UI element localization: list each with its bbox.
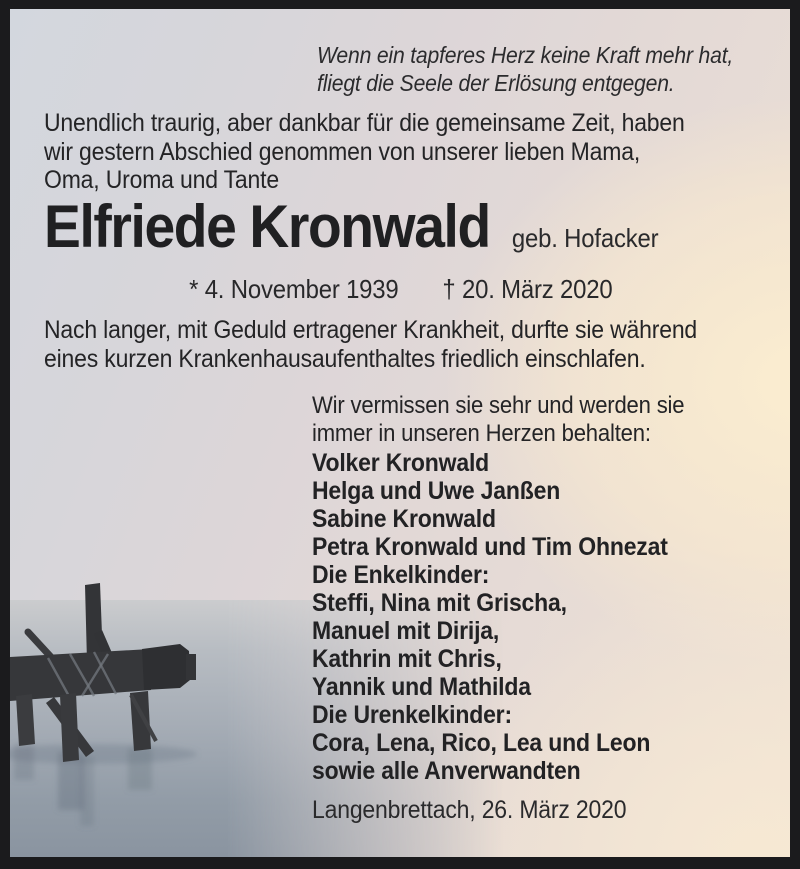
mourner-line: Die Urenkelkinder:	[312, 701, 512, 729]
mourners-list	[312, 449, 668, 785]
illness-line: eines kurzen Krankenhausaufenthaltes friedlich einschlafen.	[44, 345, 646, 373]
farewell-line: Wir vermissen sie sehr und werden sie	[312, 392, 685, 419]
jetty-structure	[10, 583, 196, 762]
epigraph-line: Wenn ein tapferes Herz keine Kraft mehr hat,	[317, 42, 734, 68]
mourner-line: Steffi, Nina mit Grischa,	[312, 589, 567, 617]
farewell-text	[312, 392, 684, 447]
mourner-line: Die Enkelkinder:	[312, 561, 490, 589]
mourner-line: Kathrin mit Chris,	[312, 645, 502, 673]
intro-line: Oma, Uroma und Tante	[44, 166, 279, 194]
mourner-line: Helga und Uwe Janßen	[312, 477, 561, 505]
mourner-line: sowie alle Anverwandten	[312, 757, 581, 785]
maiden-name: geb. Hofacker	[511, 223, 659, 253]
mourner-line: Cora, Lena, Rico, Lea und Leon	[312, 729, 651, 757]
epigraph-line: fliegt die Seele der Erlösung entgegen.	[317, 70, 675, 96]
mourner-line: Volker Kronwald	[312, 449, 490, 477]
mourner-line: Yannik und Mathilda	[312, 673, 531, 701]
farewell-line: immer in unseren Herzen behalten:	[312, 419, 651, 447]
jetty-reflection	[10, 744, 197, 826]
birth-date: * 4. November 1939	[188, 274, 399, 304]
mourner-line: Sabine Kronwald	[312, 505, 496, 533]
illness-line: Nach langer, mit Geduld ertragener Krankheit, durfte sie während	[44, 316, 698, 344]
mourner-line: Manuel mit Dirija,	[312, 617, 500, 645]
intro-line: Unendlich traurig, aber dankbar für die gemeinsame Zeit, haben	[44, 109, 685, 137]
memorial-card	[10, 9, 790, 857]
epigraph	[317, 41, 733, 97]
mourner-line: Petra Kronwald und Tim Ohnezat	[312, 533, 668, 561]
life-dates	[10, 274, 790, 305]
name-row	[44, 192, 658, 261]
intro-text	[44, 109, 685, 195]
deceased-name: Elfriede Kronwald	[44, 193, 490, 260]
jetty-photo	[10, 574, 230, 857]
intro-line: wir gestern Abschied genommen von unserer lieben Mama,	[44, 137, 641, 166]
closing-line: Langenbrettach, 26. März 2020	[312, 796, 627, 824]
illness-text	[44, 316, 697, 374]
death-date: † 20. März 2020	[442, 274, 613, 304]
